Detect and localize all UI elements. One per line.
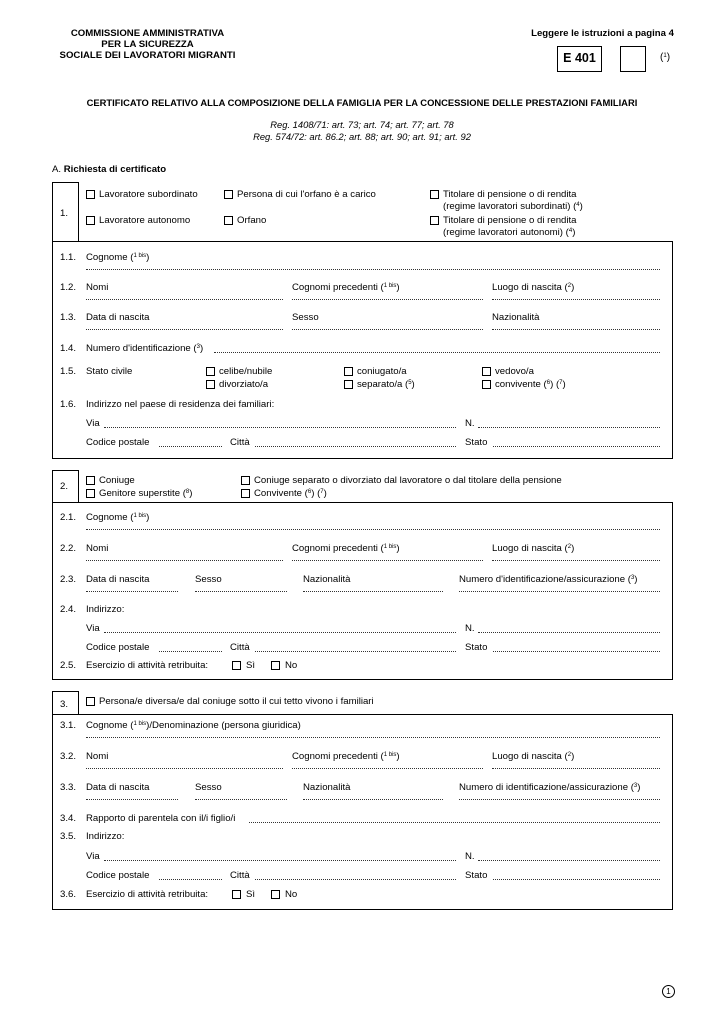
checkbox-widowed[interactable]: [482, 367, 491, 376]
label-postal-code-3: Codice postale: [86, 870, 150, 881]
field-number-3-4: 3.4.: [60, 813, 77, 824]
regulation-line-1: Reg. 1408/71: art. 73; art. 74; art. 77; art. 78: [270, 119, 454, 130]
field-number-1-3: 1.3.: [60, 312, 77, 323]
field-street-2[interactable]: [104, 632, 456, 633]
label-city-3: Città: [230, 870, 250, 881]
label-city-1: Città: [230, 437, 250, 448]
checkbox-paid-activity-yes-2[interactable]: [232, 661, 241, 670]
field-birthplace-2[interactable]: [492, 560, 660, 561]
label-family-address: Indirizzo nel paese di residenza dei familiari:: [86, 399, 275, 410]
field-postal-code-1[interactable]: [159, 446, 222, 447]
label-widowed: vedovo/a: [495, 366, 534, 377]
field-city-3[interactable]: [255, 879, 456, 880]
label-birthdate-2: Data di nascita: [86, 574, 150, 585]
field-birthdate-3[interactable]: [86, 799, 178, 800]
section-2-number: 2.: [60, 481, 69, 492]
field-nationality-1[interactable]: [492, 329, 660, 330]
label-no-2: No: [285, 660, 298, 671]
field-previous-surnames-3[interactable]: [292, 768, 483, 769]
form-code-footnote: ($^1$): [660, 52, 671, 63]
label-birthplace-3: Luogo di nascita ($^2$): [492, 751, 575, 762]
label-id-number-1: Numero d'identificazione ($^3$): [86, 343, 204, 354]
field-nationality-2[interactable]: [303, 591, 443, 592]
field-country-2[interactable]: [493, 651, 660, 652]
label-no-3: No: [285, 889, 298, 900]
label-nationality-2: Nazionalità: [303, 574, 351, 585]
label-nationality-3: Nazionalità: [303, 782, 351, 793]
label-street-3: Via: [86, 851, 100, 862]
label-orphan-guardian: Persona di cui l'orfano è a carico: [237, 189, 376, 200]
field-id-number-1[interactable]: [214, 352, 660, 353]
label-pensioner-employed-regime: (regime lavoratori subordinati) ($^4$): [443, 201, 583, 212]
field-postal-code-3[interactable]: [159, 879, 222, 880]
label-surname-3: Cognome ($^{1 bis}$)/Denominazione (persona giuridica): [86, 720, 301, 731]
field-birthdate-1[interactable]: [86, 329, 283, 330]
checkbox-pensioner-self-employed[interactable]: [430, 216, 439, 225]
label-city-2: Città: [230, 642, 250, 653]
label-birthplace-2: Luogo di nascita ($^2$): [492, 543, 575, 554]
label-birthdate-1: Data di nascita: [86, 312, 150, 323]
issuing-organization: COMMISSIONE AMMINISTRATIVA PER LA SICUREZZA SOCIALE DEI LAVORATORI MIGRANTI: [59, 28, 236, 61]
field-birthplace-1[interactable]: [492, 299, 660, 300]
label-names-1: Nomi: [86, 282, 109, 293]
label-spouse: Coniuge: [99, 475, 135, 486]
checkbox-married[interactable]: [344, 367, 353, 376]
instructions-note: Leggere le istruzioni a pagina 4: [531, 28, 674, 39]
checkbox-orphan-guardian[interactable]: [224, 190, 233, 199]
label-insurance-number-3: Numero di identificazione/assicurazione ($^3$): [459, 782, 641, 793]
field-surname-1[interactable]: [86, 269, 660, 270]
field-number-1-4: 1.4.: [60, 343, 77, 354]
page-number: 1: [662, 985, 675, 998]
label-address-3: Indirizzo:: [86, 831, 125, 842]
label-nationality-1: Nazionalità: [492, 312, 540, 323]
field-number-3-1: 3.1.: [60, 720, 77, 731]
label-sex-1: Sesso: [292, 312, 319, 323]
label-pensioner-employed: Titolare di pensione o di rendita: [443, 189, 577, 200]
field-number-1-2: 1.2.: [60, 282, 77, 293]
field-insurance-number-2[interactable]: [459, 591, 660, 592]
label-house-number-2: N.: [465, 623, 475, 634]
field-street-1[interactable]: [104, 427, 456, 428]
label-country-1: Stato: [465, 437, 488, 448]
field-sex-1[interactable]: [292, 329, 483, 330]
checkbox-other-person[interactable]: [86, 697, 95, 706]
field-number-3-5: 3.5.: [60, 831, 77, 842]
checkbox-orphan[interactable]: [224, 216, 233, 225]
field-house-number-1[interactable]: [478, 427, 660, 428]
field-street-3[interactable]: [104, 860, 456, 861]
label-address-2: Indirizzo:: [86, 604, 125, 615]
label-paid-activity-3: Esercizio di attività retribuita:: [86, 889, 209, 900]
field-number-2-2: 2.2.: [60, 543, 77, 554]
label-yes-2: Sì: [246, 660, 256, 671]
field-number-3-3: 3.3.: [60, 782, 77, 793]
label-separated: separato/a ($^5$): [357, 379, 415, 390]
label-self-employed-worker: Lavoratore autonomo: [99, 215, 191, 226]
label-sex-2: Sesso: [195, 574, 222, 585]
label-pensioner-self-employed: Titolare di pensione o di rendita: [443, 215, 577, 226]
field-number-1-5: 1.5.: [60, 366, 77, 377]
checkbox-single[interactable]: [206, 367, 215, 376]
label-previous-surnames-3: Cognomi precedenti ($^{1 bis}$): [292, 751, 400, 762]
label-country-3: Stato: [465, 870, 488, 881]
label-postal-code-2: Codice postale: [86, 642, 150, 653]
field-country-3[interactable]: [493, 879, 660, 880]
checkbox-pensioner-employed[interactable]: [430, 190, 439, 199]
checkbox-surviving-parent[interactable]: [86, 489, 95, 498]
field-city-1[interactable]: [255, 446, 456, 447]
field-previous-surnames-1[interactable]: [292, 299, 483, 300]
section-3-number: 3.: [60, 699, 69, 710]
label-house-number-1: N.: [465, 418, 475, 429]
checkbox-cohabiting[interactable]: [482, 380, 491, 389]
label-street-2: Via: [86, 623, 100, 634]
field-names-1[interactable]: [86, 299, 283, 300]
field-number-3-6: 3.6.: [60, 889, 77, 900]
label-pensioner-self-employed-regime: (regime lavoratori autonomi) ($^4$): [443, 227, 576, 238]
label-cohabiting: convivente ($^6$) ($^7$): [495, 379, 566, 390]
field-names-2[interactable]: [86, 560, 283, 561]
field-sex-2[interactable]: [195, 591, 287, 592]
field-sex-3[interactable]: [195, 799, 287, 800]
field-insurance-number-3[interactable]: [459, 799, 660, 800]
label-surname-2: Cognome ($^{1 bis}$): [86, 512, 150, 523]
field-number-2-1: 2.1.: [60, 512, 77, 523]
label-birthdate-3: Data di nascita: [86, 782, 150, 793]
label-married: coniugato/a: [357, 366, 407, 377]
field-postal-code-2[interactable]: [159, 651, 222, 652]
label-single: celibe/nubile: [219, 366, 273, 377]
label-surname-1: Cognome ($^{1 bis}$): [86, 252, 150, 263]
label-marital-status: Stato civile: [86, 366, 133, 377]
label-previous-surnames-1: Cognomi precedenti ($^{1 bis}$): [292, 282, 400, 293]
field-names-3[interactable]: [86, 768, 283, 769]
label-divorced: divorziato/a: [219, 379, 269, 390]
label-sex-3: Sesso: [195, 782, 222, 793]
checkbox-paid-activity-no-2[interactable]: [271, 661, 280, 670]
form-code: E 401: [563, 51, 596, 65]
field-number-2-5: 2.5.: [60, 660, 77, 671]
section-a-heading: A. Richiesta di certificato: [52, 164, 167, 175]
field-previous-surnames-2[interactable]: [292, 560, 483, 561]
field-number-1-6: 1.6.: [60, 399, 77, 410]
label-postal-code-1: Codice postale: [86, 437, 150, 448]
checkbox-paid-activity-yes-3[interactable]: [232, 890, 241, 899]
form-copy-box[interactable]: [620, 46, 646, 72]
checkbox-employed-worker[interactable]: [86, 190, 95, 199]
field-relationship-3[interactable]: [249, 822, 660, 823]
label-birthplace-1: Luogo di nascita ($^2$): [492, 282, 575, 293]
label-insurance-number-2: Numero d'identificazione/assicurazione ($^3$): [459, 574, 638, 585]
checkbox-spouse[interactable]: [86, 476, 95, 485]
form-code-box: [557, 46, 602, 72]
label-other-person: Persona/e diversa/e dal coniuge sotto il cui tetto vivono i familiari: [99, 696, 374, 707]
label-house-number-3: N.: [465, 851, 475, 862]
field-house-number-2[interactable]: [478, 632, 660, 633]
document-title: CERTIFICATO RELATIVO ALLA COMPOSIZIONE DELLA FAMIGLIA PER LA CONCESSIONE DELLE PRESTAZIONI FAMILIARI: [86, 97, 638, 108]
field-number-2-4: 2.4.: [60, 604, 77, 615]
field-number-3-2: 3.2.: [60, 751, 77, 762]
label-street-1: Via: [86, 418, 100, 429]
regulation-line-2: Reg. 574/72: art. 86.2; art. 88; art. 90; art. 91; art. 92: [253, 131, 471, 142]
label-previous-surnames-2: Cognomi precedenti ($^{1 bis}$): [292, 543, 400, 554]
label-paid-activity-2: Esercizio di attività retribuita:: [86, 660, 209, 671]
field-number-1-1: 1.1.: [60, 252, 77, 263]
field-birthdate-2[interactable]: [86, 591, 178, 592]
label-employed-worker: Lavoratore subordinato: [99, 189, 198, 200]
label-orphan: Orfano: [237, 215, 267, 226]
label-cohabitant: Convivente ($^6$) ($^7$): [254, 488, 327, 499]
label-separated-spouse: Coniuge separato o divorziato dal lavoratore o dal titolare della pensione: [254, 475, 562, 486]
checkbox-paid-activity-no-3[interactable]: [271, 890, 280, 899]
field-city-2[interactable]: [255, 651, 456, 652]
field-birthplace-3[interactable]: [492, 768, 660, 769]
label-names-2: Nomi: [86, 543, 109, 554]
field-house-number-3[interactable]: [478, 860, 660, 861]
checkbox-cohabitant[interactable]: [241, 489, 250, 498]
label-yes-3: Sì: [246, 889, 256, 900]
label-surviving-parent: Genitore superstite ($^8$): [99, 488, 193, 499]
checkbox-self-employed-worker[interactable]: [86, 216, 95, 225]
field-number-2-3: 2.3.: [60, 574, 77, 585]
field-nationality-3[interactable]: [303, 799, 443, 800]
checkbox-divorced[interactable]: [206, 380, 215, 389]
field-surname-3[interactable]: [86, 737, 660, 738]
checkbox-separated-spouse[interactable]: [241, 476, 250, 485]
label-relationship-3: Rapporto di parentela con il/i figlio/i: [86, 813, 236, 824]
section-1-number: 1.: [60, 208, 69, 219]
field-surname-2[interactable]: [86, 529, 660, 530]
label-country-2: Stato: [465, 642, 488, 653]
checkbox-separated[interactable]: [344, 380, 353, 389]
label-names-3: Nomi: [86, 751, 109, 762]
field-country-1[interactable]: [493, 446, 660, 447]
